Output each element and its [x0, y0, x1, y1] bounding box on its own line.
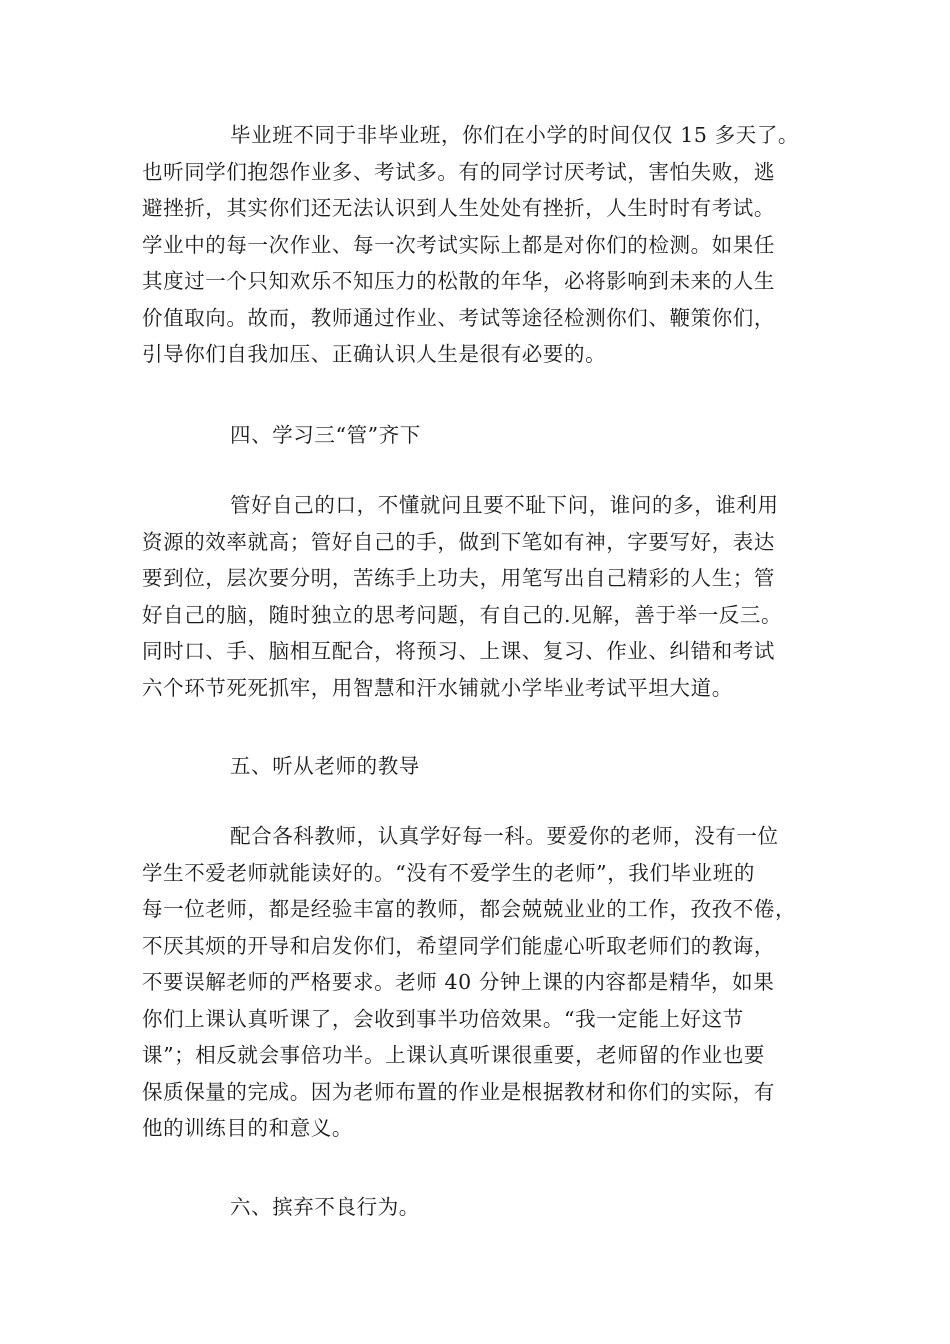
paragraph-line: 同时口、手、脑相互配合，将预习、上课、复习、作业、纠错和考试	[142, 639, 775, 663]
section-heading-six: 六、摈弃不良行为。	[230, 1195, 420, 1219]
paragraph-line: 也听同学们抱怨作业多、考试多。有的同学讨厌考试，害怕失败，逃	[142, 159, 775, 184]
paragraph-line: 学业中的每一次作业、每一次考试实际上都是对你们的检测。如果任	[142, 232, 775, 257]
paragraph-line: 他的训练目的和意义。	[142, 1116, 353, 1140]
paragraph-line: 你们上课认真听课了，会收到事半功倍效果。“我一定能上好这节	[142, 1006, 744, 1031]
paragraph-line: 避挫折，其实你们还无法认识到人生处处有挫折，人生时时有考试。	[142, 196, 775, 220]
paragraph-line: 好自己的脑，随时独立的思考问题，有自己的.见解，善于举一反三。	[142, 602, 783, 627]
paragraph-graduation-class	[142, 117, 832, 373]
paragraph-line: 每一位老师，都是经验丰富的教师，都会兢兢业业的工作，孜孜不倦，	[142, 897, 797, 921]
paragraph-line: 引导你们自我加压、正确认识人生是很有必要的。	[142, 342, 607, 366]
paragraph-line: 管好自己的口，不懂就问且要不耻下问，谁问的多，谁利用	[230, 493, 779, 517]
paragraph-line: 配合各科教师，认真学好每一科。要爱你的老师，没有一位	[230, 824, 779, 848]
section-heading-five: 五、听从老师的教导	[230, 754, 420, 778]
paragraph-line: 不要误解老师的严格要求。老师 40 分钟上课的内容都是精华，如果	[142, 970, 775, 994]
section-heading-four: 四、学习三“管”齐下	[230, 423, 421, 447]
paragraph-line: 毕业班不同于非毕业班，你们在小学的时间仅仅 15 多天了。	[230, 123, 800, 147]
paragraph-teachers-guidance	[142, 818, 832, 1147]
paragraph-line: 六个环节死死抓牢，用智慧和汗水铺就小学毕业考试平坦大道。	[142, 675, 733, 700]
paragraph-line: 要到位，层次要分明，苦练手上功夫，用笔写出自己精彩的人生；管	[142, 566, 775, 590]
paragraph-line: 其度过一个只知欢乐不知压力的松散的年华，必将影响到未来的人生	[142, 269, 775, 293]
paragraph-line: 价值取向。故而，教师通过作业、考试等途径检测你们、鞭策你们，	[142, 305, 775, 330]
paragraph-line: 学生不爱老师就能读好的。“没有不爱学生的老师”，我们毕业班的	[142, 860, 755, 885]
paragraph-three-controls	[142, 487, 832, 706]
paragraph-line: 资源的效率就高；管好自己的手，做到下笔如有神，字要写好，表达	[142, 529, 775, 554]
paragraph-line: 不厌其烦的开导和启发你们，希望同学们能虚心听取老师们的教诲，	[142, 933, 775, 958]
paragraph-line: 保质保量的完成。因为老师布置的作业是根据教材和你们的实际，有	[142, 1079, 775, 1104]
paragraph-line: 课”；相反就会事倍功半。上课认真听课很重要，老师留的作业也要	[142, 1043, 765, 1067]
